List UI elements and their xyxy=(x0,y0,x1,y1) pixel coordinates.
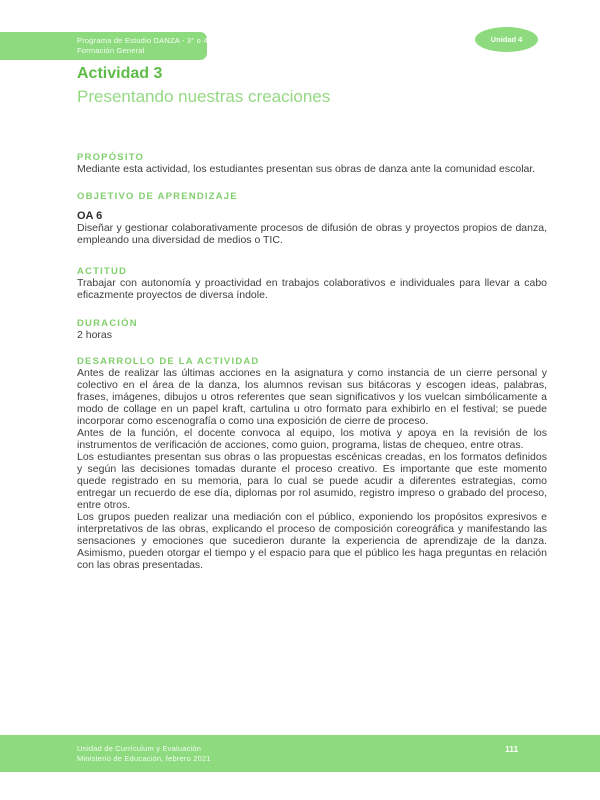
footer-unit: Unidad de Currículum y Evaluación xyxy=(77,744,202,753)
program-header-band xyxy=(0,32,235,60)
section-heading-objetivo: OBJETIVO DE APRENDIZAJE xyxy=(77,191,238,202)
objetivo-text: Diseñar y gestionar colaborativamente procesos de difusión de obras y proyectos propios de danza, empleando una diversidad de medios o TIC. xyxy=(77,222,547,246)
actitud-text: Trabajar con autonomía y proactividad en trabajos colaborativos e individuales para llevar a cabo eficazmente proyectos de diversa índole. xyxy=(77,277,547,301)
activity-title: Actividad 3 xyxy=(77,65,163,82)
activity-subtitle: Presentando nuestras creaciones xyxy=(77,87,331,106)
section-heading-desarrollo: DESARROLLO DE LA ACTIVIDAD xyxy=(77,356,260,367)
title-block xyxy=(77,64,330,107)
desarrollo-paragraph-4: Los grupos pueden realizar una mediación con el público, exponiendo los propósitos expresivos e interpretativos de las obras, explicando el proceso de composición coreográfica y manifestando las sensaciones y emociones que sucedieron durante la experiencia de aprendizaje de la danza. Asimismo, pueden otorgar el tiempo y el espacio para que el público les haga preguntas en relación con las obras presentadas. xyxy=(77,511,547,571)
activity-content xyxy=(77,152,547,571)
proposito-text: Mediante esta actividad, los estudiantes presentan sus obras de danza ante la comunidad escolar. xyxy=(77,163,536,175)
section-heading-duracion: DURACIÓN xyxy=(77,318,138,329)
program-track: Formación General xyxy=(77,45,145,55)
desarrollo-paragraph-3: Los estudiantes presentan sus obras o las propuestas escénicas creadas, en los formatos definidos y según las decisiones tomadas durante el proceso creativo. Es importante que este momento quede registrado en su memoria, para lo cual se puede acudir a diferentes estrategias, como entregar un recuerdo de ese día, diplomas por rol asumido, registro impreso o grabado del proceso, entre otros. xyxy=(77,451,547,511)
desarrollo-paragraph-2: Antes de la función, el docente convoca al equipo, los motiva y apoya en la revisión de los instrumentos de verificación de acciones, como guion, programa, listas de chequeo, entre otras. xyxy=(77,427,547,451)
section-heading-actitud: ACTITUD xyxy=(77,266,128,277)
section-heading-proposito: PROPÓSITO xyxy=(77,152,145,163)
objetivo-block xyxy=(77,210,547,246)
oa-label: OA 6 xyxy=(77,210,103,222)
duracion-text: 2 horas xyxy=(77,329,113,341)
page-number: 111 xyxy=(505,744,519,754)
desarrollo-paragraph-1: Antes de realizar las últimas acciones en la asignatura y como instancia de un cierre personal y colectivo en el área de la danza, los alumnos revisan sus bitácoras y escogen ideas, palabras, frases, imágenes, dibujos u otros referentes que sean significativos y los vuelcan simbólicamente a modo de collage en un papel kraft, cartulina u otro formato para exhibirlo en el festival; se puede incorporar como escenografía o como una exposición de cierre de proceso. xyxy=(77,367,547,427)
footer-ministry: Ministerio de Educación, febrero 2021 xyxy=(77,753,211,763)
unit-badge xyxy=(475,27,538,52)
unit-badge-label: Unidad 4 xyxy=(490,35,523,44)
program-name: Programa de Estudio DANZA - 3° o 4° medio xyxy=(77,36,235,45)
